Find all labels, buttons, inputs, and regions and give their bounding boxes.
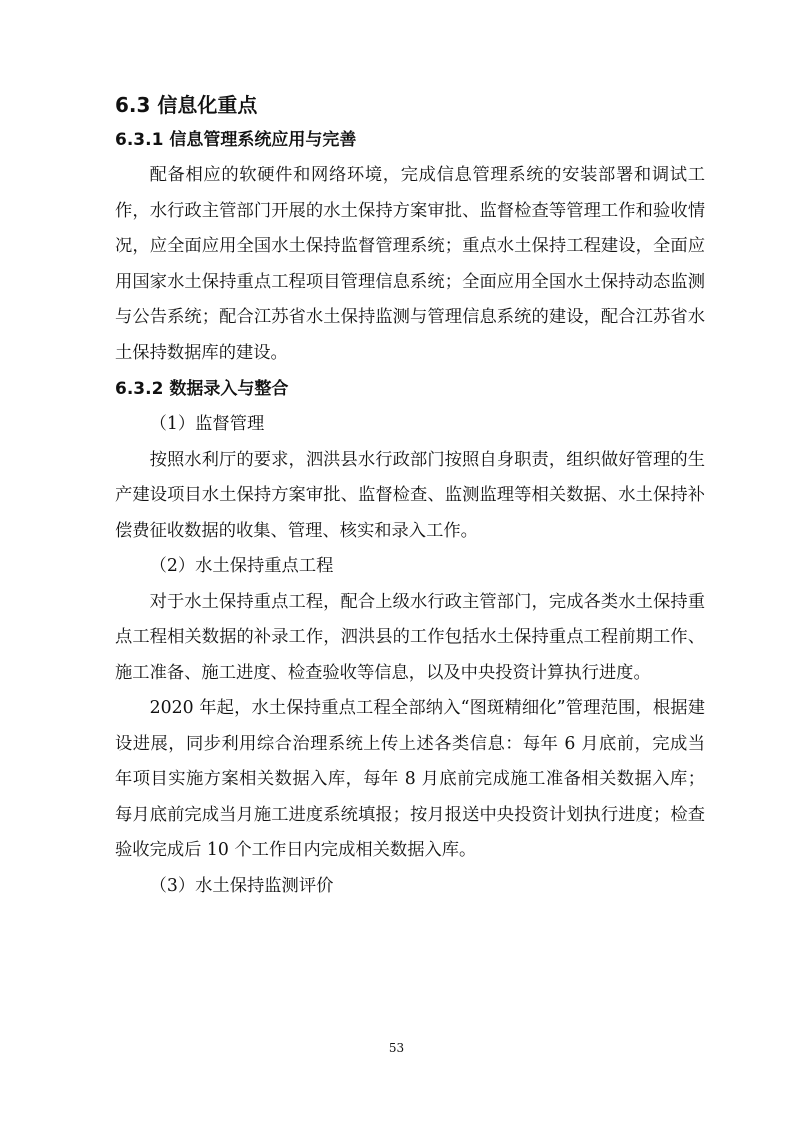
subsection-title-6-3-1: 6.3.1 信息管理系统应用与完善: [115, 130, 357, 150]
section-title: 6.3 信息化重点: [115, 93, 258, 117]
paragraph-key-projects: 对于水土保持重点工程，配合上级水行政主管部门，完成各类水土保持重点工程相关数据的补录工作，泗洪县的工作包括水土保持重点工程前期工作、施工准备、施工进度、检查验收等信息，以及中央投资计算执行进度。: [115, 591, 705, 683]
item-heading-key-projects: （2）水土保持重点工程: [149, 556, 334, 576]
page-number: 53: [388, 1041, 405, 1055]
paragraph-supervision: 按照水利厅的要求，泗洪县水行政部门按照自身职责，组织做好管理的生产建设项目水土保持方案审批、监督检查、监测监理等相关数据、水土保持补偿费征收数据的收集、管理、核实和录入工作。: [115, 449, 705, 541]
paragraph-2020-schedule: 2020 年起，水土保持重点工程全部纳入“图斑精细化”管理范围，根据建设进展，同步利用综合治理系统上传上述各类信息：每年 6 月底前，完成当年项目实施方案相关数据入库，每年 8 月底前完成施工准备相关数据入库；每月底前完成当月施工进度系统填报；按月报送中央投资计划执行进度；检查验收完成后 10 个工作日内完成相关数据入库。: [115, 698, 705, 860]
paragraph-info-system: 配备相应的软硬件和网络环境，完成信息管理系统的安装部署和调试工作，水行政主管部门开展的水土保持方案审批、监督检查等管理工作和验收情况，应全面应用全国水土保持监督管理系统；重点水土保持工程建设，全面应用国家水土保持重点工程项目管理信息系统；全面应用全国水土保持动态监测与公告系统；配合江苏省水土保持监测与管理信息系统的建设，配合江苏省水土保持数据库的建设。: [115, 165, 705, 363]
page-content: [115, 88, 705, 904]
item-heading-monitoring: （3）水土保持监测评价: [149, 875, 334, 896]
item-heading-supervision: （1）监督管理: [149, 414, 265, 434]
subsection-title-6-3-2: 6.3.2 数据录入与整合: [115, 379, 289, 399]
